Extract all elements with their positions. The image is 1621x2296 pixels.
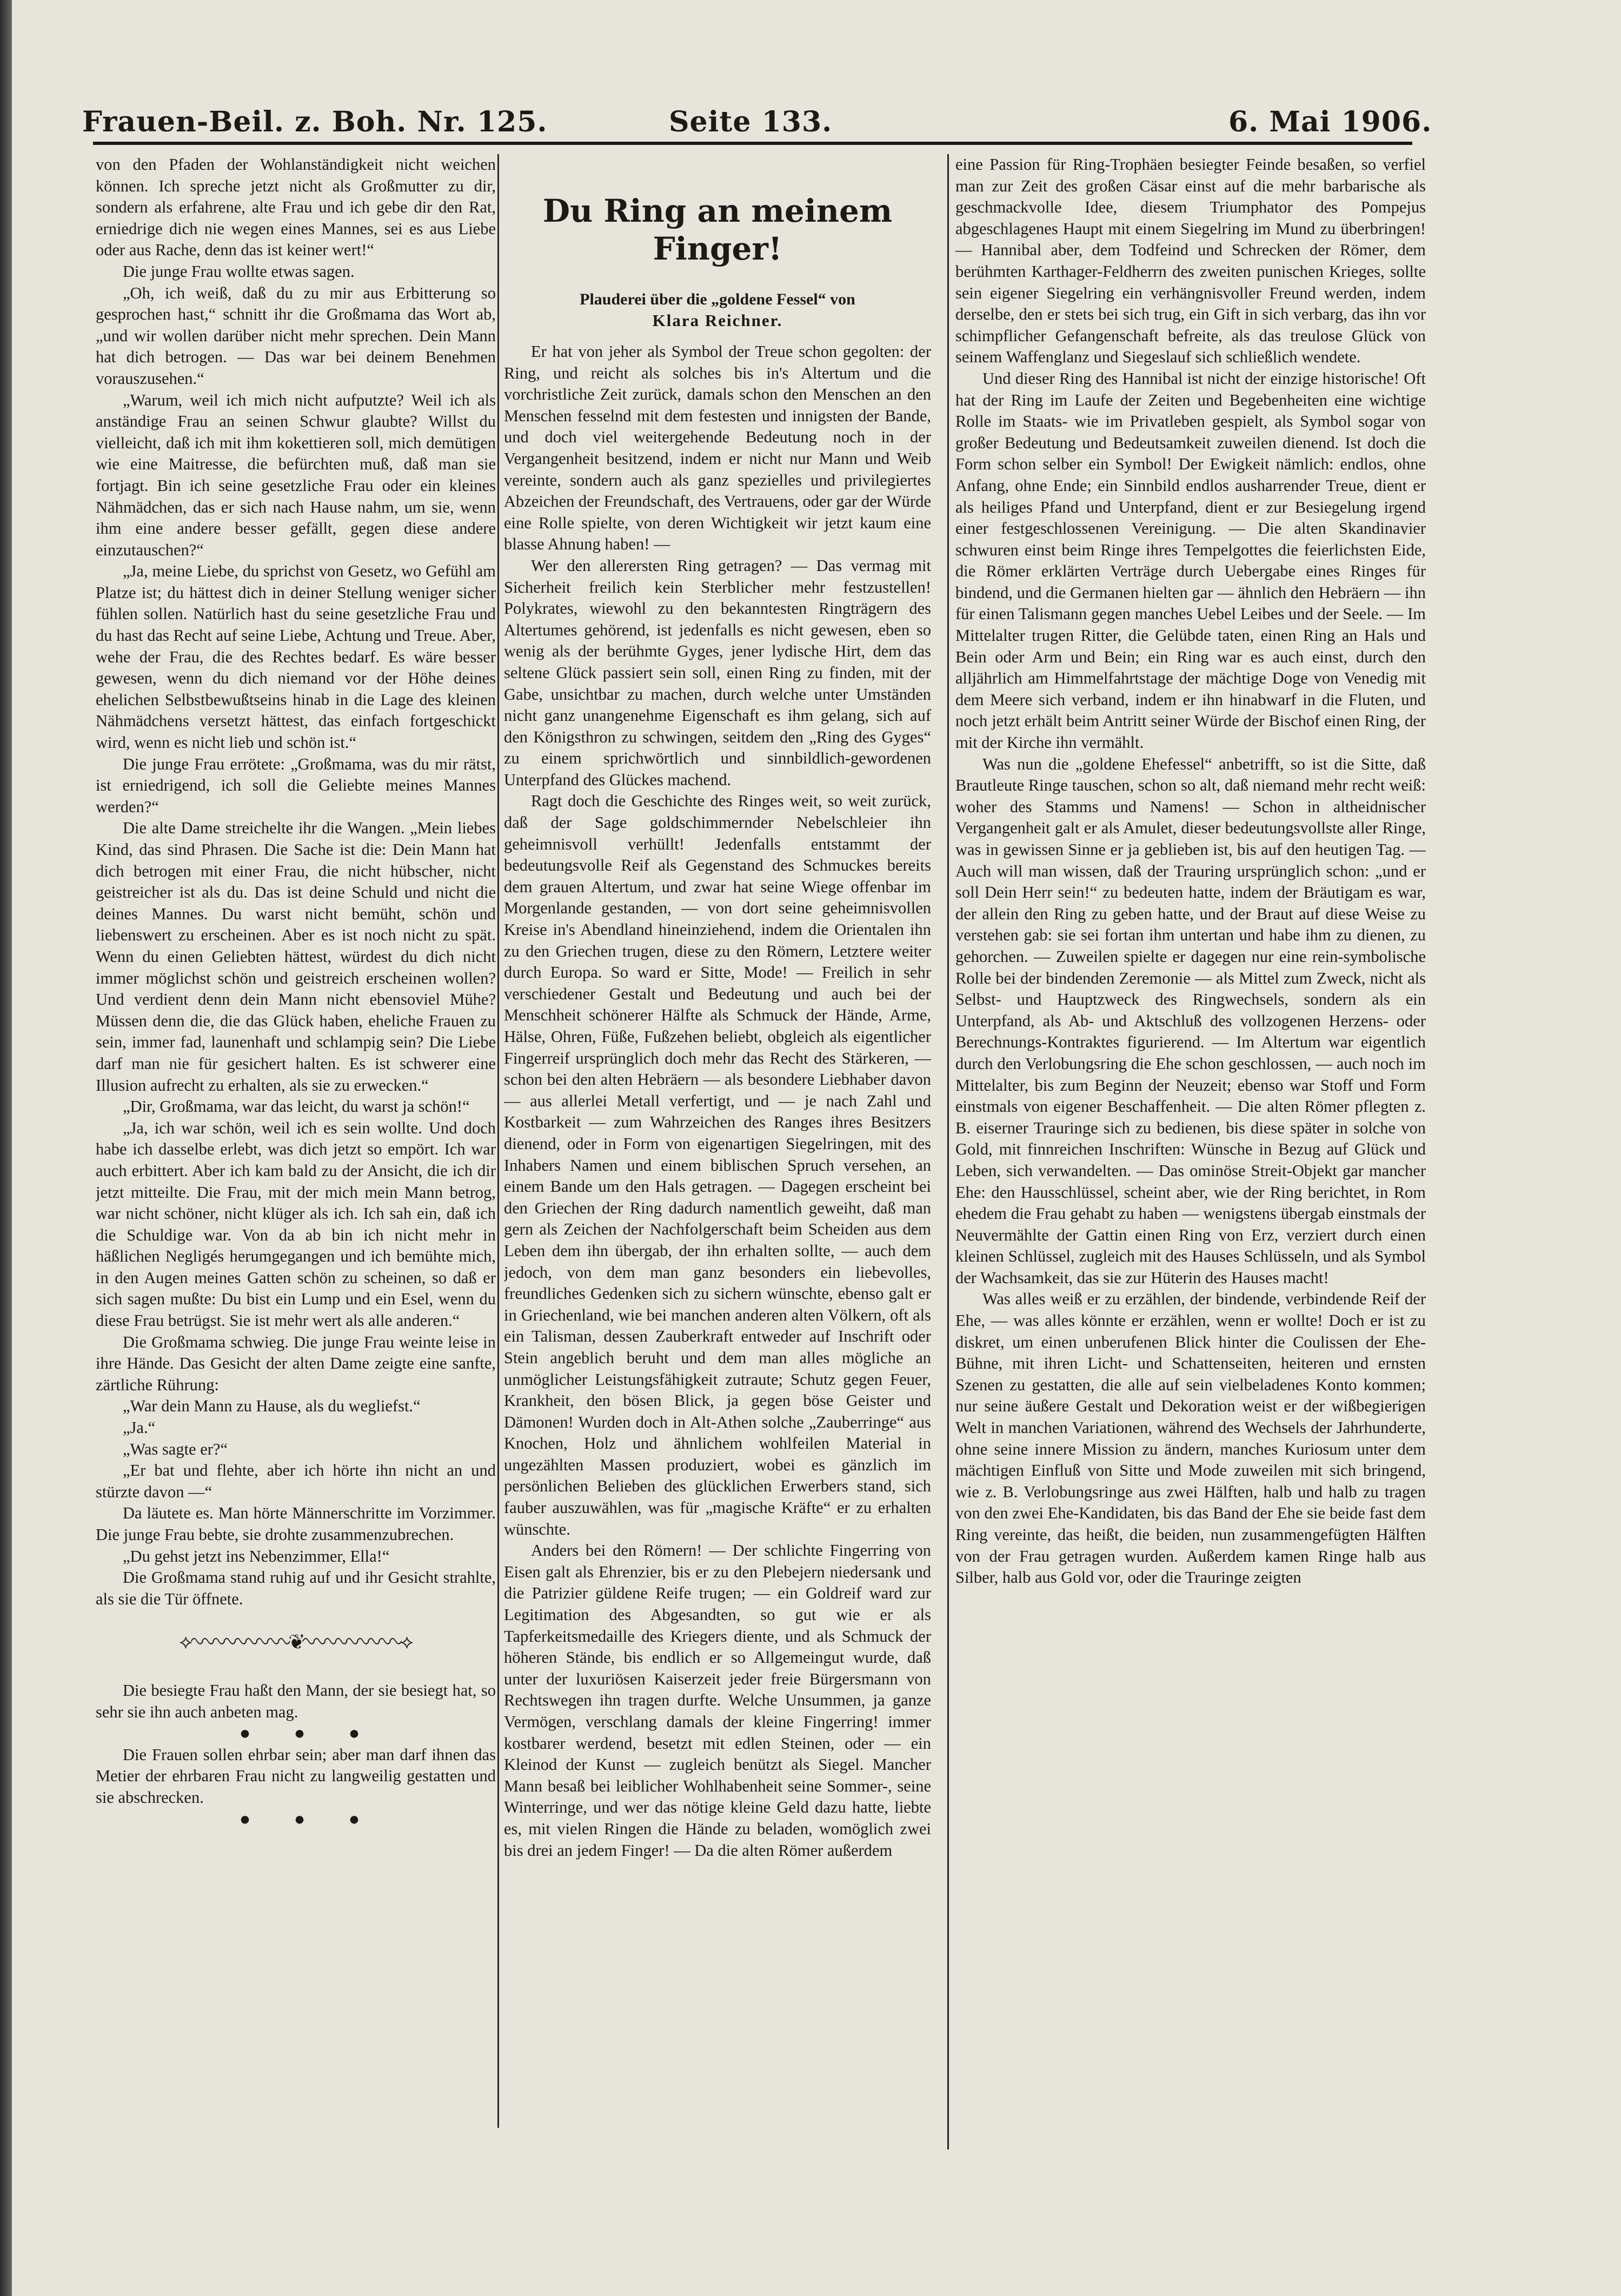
paragraph: „Was sagte er?“	[123, 1439, 228, 1458]
paragraph: Die Großmama stand ruhig auf und ihr Gesicht strahlte, als sie die Tür öffnete.	[96, 1568, 496, 1608]
header-date: 6. Mai 1906.	[1228, 105, 1432, 138]
section-dots: ● ● ●	[239, 1723, 380, 1744]
paragraph: Ragt doch die Geschichte des Ringes weit, so weit zurück, daß der Sage goldschimmernder Nebelschleier ihn geheimnisvoll verhüllt! Jedenfalls entstammt der bedeutungsvolle Reif als Gegenstand des Schmuckes bereits dem grauen Altertum, und zwar hat seine Wiege offenbar im Morgenlande gestanden, — von dort seine geheimnisvollen Kreise in's Abendland hineinziehend, indem die Orientalen ihn zu den Griechen trugen, diese zu den Römern, Letztere weiter durch Europa. So ward er Sitte, Mode! — Freilich in sehr verschiedener Gestalt und Bedeutung und auch bei der Menschheit schönerer Hälfte als Schmuck der Hände, Arme, Hälse, Ohren, Füße, Fußzehen beliebt, obgleich als eigentlicher Fingerreif ursprünglich doch mehr das Recht des Stärkeren, — schon bei den alten Hebräern — als besondere Liebhaber davon — aus allerlei Metall verfertigt, und — je nach Zahl und Kostbarkeit — zum Wahrzeichen des Ranges ihres Besitzers dienend, oder in Form von eigenartigen Siegelringen, mit des Inhabers Namen und einem biblischen Spruch versehen, an einem Bande um den Hals getragen. — Dagegen erscheint bei den Griechen der Ring dadurch namentlich geweiht, daß man gern als Zeichen der Nachfolgerschaft beim Scheiden aus dem Leben dem ihn übergab, der ihn erhalten sollte, — auch dem jedoch, von dem man ganz besonders ein liebevolles, freundliches Gedenken sich zu sichern wünschte, ebenso galt er in Griechenland, wie bei manchen anderen alten Völkern, oft als ein Talisman, dessen Zauberkraft entweder auf Inschrift oder Stein angeblich beruht und dem man alles mögliche an unmöglicher Leistungsfähigkeit zutraute; Schutz gegen Feuer, Krankheit, den bösen Blick, ja gegen böse Geister und Dämonen! Wurden doch in Alt-Athen solche „Zauberringe“ aus Knochen, Holz und ähnlichem wohlfeilen Material in ungezählten Massen produziert, wobei es gänzlich im persönlichen Belieben des glücklichen Erwerbers stand, sich fauber auszuwählen, was für „magische Kräfte“ er zu erhalten wünschte.	[504, 792, 931, 1538]
column-left	[96, 154, 496, 1857]
paragraph: „Warum, weil ich mich nicht aufputzte? Weil ich als anständige Frau an seinen Schwur glaubte? Willst du vielleicht, daß ich mit ihm kokettieren soll, mich demütigen wie eine Maitresse, die befürchten muß, daß man sie fortjagt. Bin ich seine gesetzliche Frau oder ein kleines Nähmädchen, das er sich nach Hause nahm, um sie, wenn ihm eine andere besser gefällt, gegen diese andere einzutauschen?“	[96, 390, 496, 559]
paragraph: Die Großmama schwieg. Die junge Frau weinte leise in ihre Hände. Das Gesicht der alten Dame zeigte eine sanfte, zärtliche Rührung:	[96, 1332, 496, 1394]
ornament-divider: ⟡∿∿∿∿∿∿∿∿∿❦∿∿∿∿∿∿∿∿∿⟡	[179, 1631, 413, 1653]
paragraph: eine Passion für Ring-Trophäen besiegter Feinde besaßen, so verfiel man zur Zeit des großen Cäsar einst auf die mehr barbarische als geschmackvolle Idee, diesem Triumphator des Pompejus abgeschlagenes Haupt mit einem Siegelring im Mund zu überbringen! — Hannibal aber, dem Todfeind und Schrecken der Römer, dem berühmten Karthager-Feldherrn des zweiten punischen Krieges, sollte sein eigener Siegelring ein verhängnisvoller Freund werden, indem derselbe, den er stets bei sich trug, ein Gift in sich verbarg, das ihn vor schimpflicher Gefangenschaft befreite, als das treulose Glück von seinem Waffenglanz und Siegeslauf sich schließlich wendete.	[955, 155, 1426, 367]
paragraph: Anders bei den Römern! — Der schlichte Fingerring von Eisen galt als Ehrenzier, bis er zu den Plebejern niedersank und die Patrizier güldene Reife trugen; — ein Goldreif ward zur Legitimation des Abgesandten, so gut wie er als Tapferkeitsmedaille des Kriegers diente, und als Schmuck der höheren Stände, bis endlich er so Allgemeingut wurde, daß unter der luxuriösen Kaiserzeit jeder freie Bürgersmann von Rechtswegen ihn tragen durfte. Welche Unsummen, ja ganze Vermögen, verschlang damals der kleine Fingerring! immer kostbarer werdend, besetzt mit edlen Steinen, oder — ein Kleinod der Kunst — zugleich benützt als Siegel. Mancher Mann besaß bei leiblicher Wohlhabenheit seine Sommer-, seine Winterringe, und wer das nötige kleine Geld dazu hatte, liebte es, mit vielen Ringen die Hände zu beladen, womöglich zwei bis drei an jedem Finger! — Da die alten Römer außerdem	[504, 1541, 931, 1860]
paragraph: „Oh, ich weiß, daß du zu mir aus Erbitterung so gesprochen hast,“ schnitt ihr die Großmama das Wort ab, „und wir wollen darüber nicht mehr sprechen. Dein Mann hat dich betrogen. — Das war bei deinem Benehmen vorauszusehen.“	[96, 283, 496, 388]
newspaper-page	[12, 0, 1621, 2296]
article-subtitle: Plauderei über die „goldene Fessel“ von	[580, 290, 855, 308]
column-rule-1	[497, 154, 499, 2128]
column-rule-2	[947, 154, 949, 2149]
aphorism: Die besiegte Frau haßt den Mann, der sie besiegt hat, so sehr sie ihn auch anbeten mag.	[96, 1681, 496, 1721]
paragraph: Und dieser Ring des Hannibal ist nicht der einzige historische! Oft hat der Ring im Laufe der Zeiten und Begebenheiten eine wichtige Rolle im Staats- wie im Privatleben gespielt, als Symbol sogar von großer Bedeutung und Bedeutsamkeit zuweilen dienend. Ist doch die Form schon selber ein Symbol! Der Ewigkeit nämlich: endlos, ohne Anfang, ohne Ende; ein Sinnbild endlos ausharrender Treue, dient er als heiliges Pfand und Unterpfand, dient er zur Besiegelung irgend einer festgeschlossenen Vereinigung. — Die alten Skandinavier schwuren einst beim Ringe ihres Tempelgottes die feierlichsten Eide, die Römer erklärten Verträge durch Uebergabe eines Ringes für bindend, und die Germanen hielten gar — ähnlich den Hebräern — ihn für einen Talismann gegen manches Uebel Leibes und der Seele. — Im Mittelalter trugen Ritter, die Gelübde taten, einen Ring an Hals und Bein oder Arm und Bein; ein Ring war es auch einst, durch den alljährlich am Himmelfahrtstage der mächtige Doge von Venedig mit dem Meere sich verband, indem er ihn hinabwarf in die Fluten, und noch jetzt erhält beim Antritt seiner Würde der Bischof einen Ring, der mit der Kirche ihn vermählt.	[955, 369, 1426, 752]
aphorism: Die Frauen sollen ehrbar sein; aber man darf ihnen das Metier der ehrbaren Frau nicht zu langweilig gestatten und sie abschrecken.	[96, 1745, 496, 1807]
column-right	[955, 154, 1426, 2155]
article-author: Klara Reichner.	[652, 311, 783, 330]
paragraph: Er hat von jeher als Symbol der Treue schon gegolten: der Ring, und reicht als solches bis in's Altertum und die vorchristliche Zeit zurück, damals schon den Menschen an den Menschen fesselnd mit dem festesten und innigsten der Bande, und doch viel weitergehende Bedeutung noch in der Vergangenheit besitzend, indem er nicht nur Mann und Weib vereinte, sondern auch als ganz spezielles und privilegiertes Abzeichen der Freundschaft, des Vertrauens, oder gar der Würde eine Rolle spielte, von deren Wichtigkeit wir jetzt kaum eine blasse Ahnung haben! —	[504, 342, 931, 554]
article-title: Du Ring an meinem Finger!	[542, 193, 893, 267]
paragraph: Die alte Dame streichelte ihr die Wangen. „Mein liebes Kind, das sind Phrasen. Die Sache ist die: Dein Mann hat dich betrogen mit einer Frau, die nicht hübscher, nicht geistreicher ist als du. Das ist deine Schuld und nicht die deines Mannes. Du warst nicht bemüht, schön und liebenswert zu erscheinen. Aber es ist noch nicht zu spät. Wenn du einen Geliebten hättest, würdest du dich nicht immer möglichst schön und geistreich erscheinen wollen? Und verdient denn dein Mann nicht ebensoviel Mühe? Müssen denn die, die das Glück haben, eheliche Frauen zu sein, immer fad, launenhaft und schlampig sein? Die Liebe darf man nie für gesichert halten. Es ist schwerer eine Illusion aufrecht zu erhalten, als sie zu erwecken.“	[96, 819, 496, 1094]
paragraph: Wer den allerersten Ring getragen? — Das vermag mit Sicherheit freilich kein Sterblicher mehr festzustellen! Polykrates, wiewohl zu den bekanntesten Ringträgern des Altertumes gehörend, ist jedenfalls es nicht gewesen, eben so wenig als der berühmte Gyges, jener lydische Hirt, dem das seltene Glück passiert sein soll, einen Ring zu finden, mit der Gabe, unsichtbar zu machen, durch welche unter Umständen nicht ganz unangenehme Eigenschaft es ihm gelang, sich auf den Königsthron zu schwingen, seitdem den „Ring des Gyges“ zu einem sprichwörtlich und sinnbildlich-gewordenen Unterpfand des Glückes machend.	[504, 556, 931, 789]
paragraph: „Er bat und flehte, aber ich hörte ihn nicht an und stürzte davon —“	[96, 1461, 496, 1501]
section-dots: ● ● ●	[239, 1809, 380, 1829]
paragraph: „Ja, meine Liebe, du sprichst von Gesetz, wo Gefühl am Platze ist; du hättest dich in deiner Stellung weniger sicher fühlen sollen. Natürlich hast du seine gesetzliche Frau und du hast das Recht auf seine Liebe, Achtung und Treue. Aber, wehe der Frau, die des Rechtes bedarf. Es wäre besser gewesen, wenn du dich niemand vor der Höhe deines ehelichen Selbstbewußtseins hinab in die Lage des kleinen Nähmädchens versetzt hättest, das einfach fortgeschickt wird, wenn es nicht lieb und schön ist.“	[96, 562, 496, 752]
paragraph: Die junge Frau errötete: „Großmama, was du mir rätst, ist erniedrigend, ich soll die Geliebte meines Mannes werden?“	[96, 754, 496, 816]
column-middle	[504, 154, 931, 2155]
book-gutter	[0, 0, 12, 2296]
header-page-number: Seite 133.	[669, 105, 833, 138]
paragraph: Da läutete es. Man hörte Männerschritte im Vorzimmer. Die junge Frau bebte, sie drohte zusammenzubrechen.	[96, 1504, 496, 1544]
paragraph: Was nun die „goldene Ehefessel“ anbetrifft, so ist die Sitte, daß Brautleute Ringe tauschen, schon so alt, daß niemand mehr recht weiß: woher des Stamms und Namens! — Schon in altheidnischer Vergangenheit galt er als Amulet, dieser bedeutungsvollste aller Ringe, was in gewissen Sinne er ja geblieben ist, bis auf den heutigen Tag. — Auch will man wissen, daß der Trauring ursprünglich schon: „und er soll Dein Herr sein!“ zu bedeuten hatte, indem der Bräutigam es war, der allein den Ring zu geben hatte, und der Braut auf diese Weise zu verstehen gab: sie sei fortan ihm untertan und habe ihm zu dienen, zu gehorchen. — Zuweilen spielte er dagegen nur eine rein-symbolische Rolle bei der bindenden Zeremonie — als Mittel zum Zweck, nicht als Selbst- und Hauptzweck des Ringwechsels, sondern als ein Unterpfand, als Ab- und Aktschluß des vollzogenen Herzens- oder Berechnungs-Kontraktes figurierend. — Im Altertum war eigentlich durch den Verlobungsring die Ehe schon geschlossen, — auch noch im Mittelalter, bis zum Beginn der Neuzeit; ebenso war Stoff und Form einstmals von eigener Beschaffenheit. — Die alten Römer pflegten z. B. eiserner Trauringe sich zu bedienen, bis diese später in solche von Gold, mit finnreichen Inschriften: Wünsche in Bezug auf Glück und Leben, sich verwandelten. — Das ominöse Streit-Objekt gar mancher Ehe: den Hausschlüssel, scheint aber, wie der Ring berichtet, in Rom ehedem die Frau gehabt zu haben — wenigstens übergab einstmals der Neuvermählte der Gattin einen Ring von Erz, verziert durch einen kleinen Schlüssel, zugleich mit des Hauses Schlüsseln, und als Symbol der Wachsamkeit, das sie zur Hüterin des Hauses macht!	[955, 754, 1426, 1287]
paragraph: Was alles weiß er zu erzählen, der bindende, verbindende Reif der Ehe, — was alles könnte er erzählen, wenn er wollte! Doch er ist zu diskret, um einen unberufenen Blick hinter die Coulissen der Ehe-Bühne, mit ihren Licht- und Schattenseiten, heiteren und ernsten Szenen zu gestatten, die alle auf sein vielbeladenes Konto kommen; nur seine äußere Gestalt und Dekoration weist er der wißbegierigen Welt in manchen Variationen, während des Wechsels der Jahrhunderte, ohne seine innere Mission zu ändern, manches Kuriosum unter dem mächtigen Einfluß von Sitte und Mode zuweilen mit sich bringend, wie z. B. Verlobungsringe aus zwei Hälften, halb und halb zu tragen von den zwei Ehe-Kandidaten, bis das Band der Ehe sie beide fast dem Ring vereinte, das heißt, die beiden, nun zusammengefügten Hälften von der Frau getragen wurden. Außerdem kamen Ringe halb aus Silber, halb aus Gold vor, oder die Trauringe zeigten	[955, 1290, 1426, 1587]
paragraph: „Ja.“	[123, 1418, 156, 1437]
paragraph: „Dir, Großmama, war das leicht, du warst ja schön!“	[123, 1097, 470, 1116]
header-rule	[93, 142, 1412, 145]
paragraph: Die junge Frau wollte etwas sagen.	[123, 262, 355, 281]
paragraph: „Ja, ich war schön, weil ich es sein wollte. Und doch habe ich dasselbe erlebt, was dich jetzt so empört. Ich war auch erbittert. Aber ich kam bald zu der Ansicht, die ich dir jetzt mitteilte. Die Frau, mit der mich mein Mann betrog, war nicht schöner, nicht klüger als ich. Ich sah ein, daß ich die Schuldige war. Von da ab bin ich nicht mehr in häßlichen Negligés herumgegangen und ich bemühte mich, in den Augen meines Gatten schön zu scheinen, so daß er sich sagen mußte: Du bist ein Lump und ein Esel, wenn du diese Frau betrügst. Sie ist mehr wert als alle anderen.“	[96, 1118, 496, 1330]
header-issue: Frauen-Beil. z. Boh. Nr. 125.	[82, 105, 548, 138]
paragraph: von den Pfaden der Wohlanständigkeit nicht weichen können. Ich spreche jetzt nicht als Großmutter zu dir, sondern als erfahrene, alte Frau und ich gebe dir den Rat, erniedrige dich nie wegen eines Mannes, sei es aus Liebe oder aus Rache, denn das ist keiner wert!“	[96, 155, 496, 260]
paragraph: „Du gehst jetzt ins Nebenzimmer, Ella!“	[123, 1547, 390, 1565]
paragraph: „War dein Mann zu Hause, als du wegliefst.“	[123, 1397, 421, 1416]
